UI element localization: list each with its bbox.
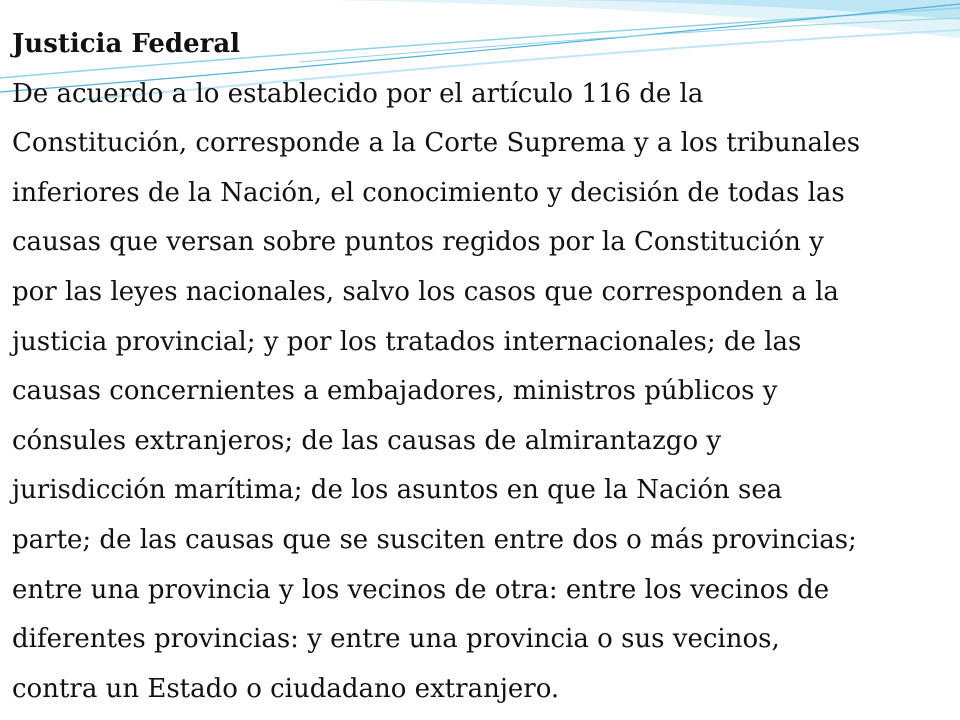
slide-title: Justicia Federal	[12, 29, 241, 59]
paragraph-line: por las leyes nacionales, salvo los casos que corresponden a la	[12, 276, 839, 307]
paragraph-line: causas concernientes a embajadores, ministros públicos y	[12, 376, 778, 407]
body-text	[12, 20, 954, 714]
paragraph-line: Constitución, corresponde a la Corte Suprema y a los tribunales	[12, 128, 861, 159]
paragraph-line: entre una provincia y los vecinos de otra: entre los vecinos de	[12, 574, 830, 605]
paragraph-line: inferiores de la Nación, el conocimiento y decisión de todas las	[12, 177, 845, 208]
paragraph-line: jurisdicción marítima; de los asuntos en que la Nación sea	[12, 475, 783, 506]
paragraph-line: justicia provincial; y por los tratados internacionales; de las	[12, 326, 802, 357]
paragraph-line: contra un Estado o ciudadano extranjero.	[12, 673, 560, 704]
paragraph-line: parte; de las causas que se susciten entre dos o más provincias;	[12, 524, 857, 555]
paragraph-line: diferentes provincias: y entre una provincia o sus vecinos,	[12, 624, 780, 655]
paragraph-line: causas que versan sobre puntos regidos por la Constitución y	[12, 227, 824, 258]
paragraph-line: cónsules extranjeros; de las causas de almirantazgo y	[12, 425, 722, 456]
paragraph-line: De acuerdo a lo establecido por el artículo 116 de la	[12, 78, 704, 109]
